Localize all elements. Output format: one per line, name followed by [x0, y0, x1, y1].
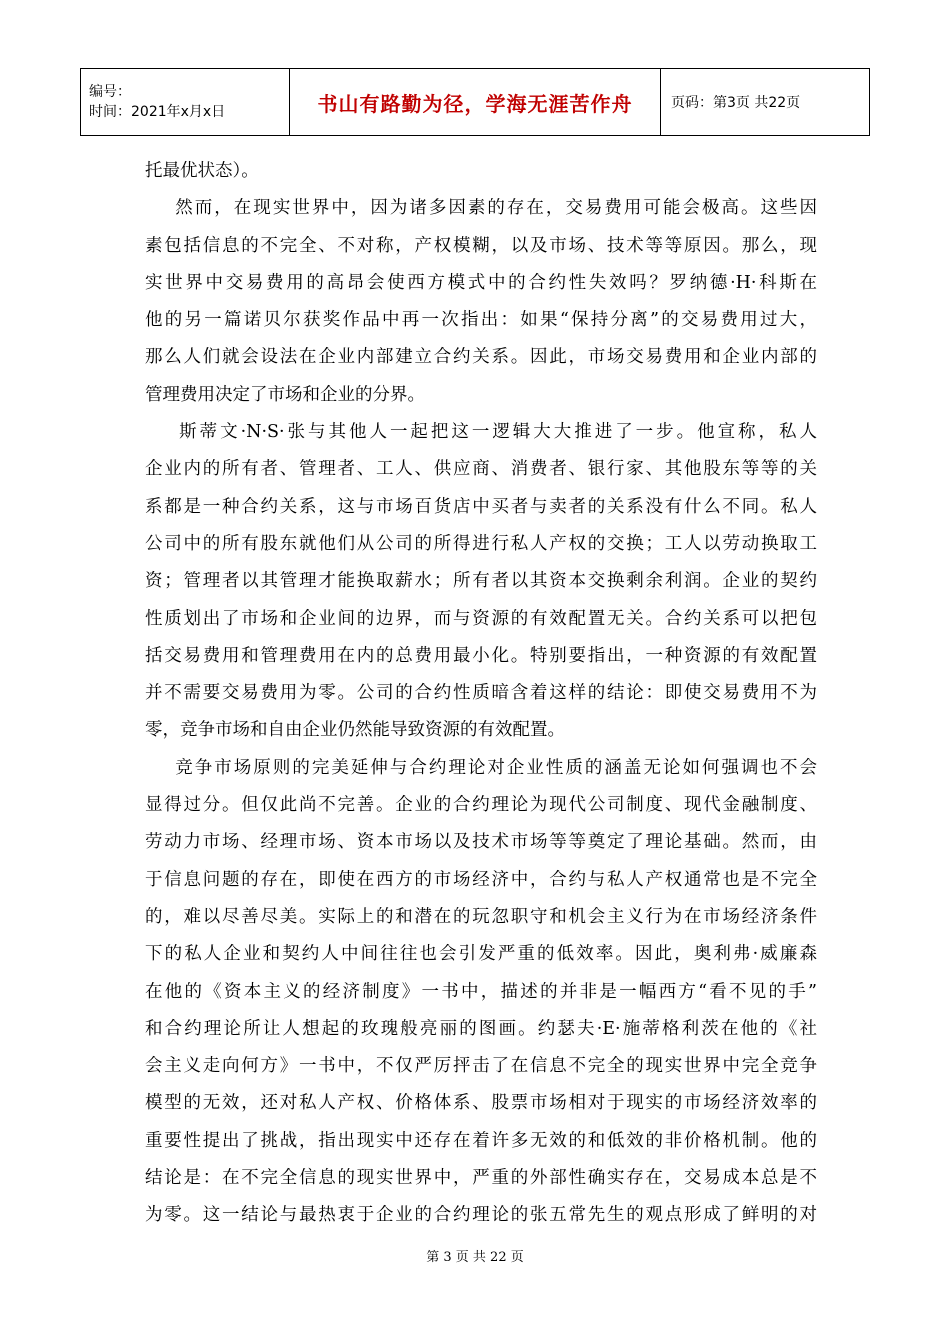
- body-line: 托最优状态）。: [145, 161, 259, 181]
- body-line: 的，难以尽善尽美。实际上的和潜在的玩忽职守和机会主义行为在市场经济条件: [145, 906, 817, 927]
- body-line: 系都是一种合约关系，这与市场百货店中买者与卖者的关系没有什么不同。私人: [145, 496, 817, 517]
- body-line: 为零。这一结论与最热衷于企业的合约理论的张五常先生的观点形成了鲜明的对: [145, 1205, 817, 1226]
- body-line: 结论是：在不完全信息的现实世界中，严重的外部性确实存在，交易成本总是不: [145, 1168, 817, 1189]
- body-line: 下的私人企业和契约人中间往往也会引发严重的低效率。因此，奥利弗·威廉森: [145, 944, 817, 965]
- page-footer: 第 3 页 共 22 页: [426, 1250, 524, 1265]
- body-line: 那么人们就会设法在企业内部建立合约关系。因此，市场交易费用和企业内部的: [145, 347, 817, 368]
- body-line: 重要性提出了挑战，指出现实中还存在着许多无效的和低效的非价格机制。他的: [145, 1130, 817, 1151]
- body-line: 公司中的所有股东就他们从公司的所得进行私人产权的交换；工人以劳动换取工: [145, 533, 817, 554]
- motto: 书山有路勤为径，学海无涯苦作舟: [290, 69, 661, 136]
- body-line: 会主义走向何方》一书中，不仅严厉抨击了在信息不完全的现实世界中完全竞争: [145, 1056, 817, 1077]
- body-line: 竞争市场原则的完美延伸与合约理论对企业性质的涵盖无论如何强调也不会: [145, 757, 817, 778]
- body-line: 模型的无效，还对私人产权、价格体系、股票市场相对于现实的市场经济效率的: [145, 1093, 817, 1114]
- body-line: 资；管理者以其管理才能换取薪水；所有者以其资本交换剩余利润。企业的契约: [145, 571, 817, 592]
- body-line: 括交易费用和管理费用在内的总费用最小化。特别要指出，一种资源的有效配置: [145, 645, 817, 666]
- page-header-table: [80, 68, 870, 136]
- body-line: 在他的《资本主义的经济制度》一书中，描述的并非是一幅西方“看不见的手”: [145, 981, 817, 1002]
- body-line: 显得过分。但仅此尚不完善。企业的合约理论为现代公司制度、现代金融制度、: [145, 795, 817, 816]
- page-info: 页码：第3页 共22页: [661, 69, 870, 136]
- body-line: 和合约理论所让人想起的玫瑰般亮丽的图画。约瑟夫·E·施蒂格利茨在他的《社: [145, 1018, 817, 1039]
- body-line: 素包括信息的不完全、不对称，产权模糊，以及市场、技术等等原因。那么，现: [145, 235, 817, 256]
- body-line: 然而，在现实世界中，因为诸多因素的存在，交易费用可能会极高。这些因: [145, 198, 817, 219]
- body-line: 于信息问题的存在，即使在西方的市场经济中，合约与私人产权通常也是不完全: [145, 869, 817, 890]
- body-line: 管理费用决定了市场和企业的分界。: [145, 384, 425, 405]
- code-label: 编号：: [89, 84, 131, 100]
- body-line: 企业内的所有者、管理者、工人、供应商、消费者、银行家、其他股东等等的关: [145, 459, 817, 480]
- body-line: 他的另一篇诺贝尔获奖作品中再一次指出：如果“保持分离”的交易费用过大，: [145, 310, 817, 331]
- body-line: 性质划出了市场和企业间的边界，而与资源的有效配置无关。合约关系可以把包: [145, 608, 817, 629]
- header-meta-cell: [81, 69, 290, 136]
- body-line: 劳动力市场、经理市场、资本市场以及技术市场等等奠定了理论基础。然而，由: [145, 832, 817, 853]
- body-line: 并不需要交易费用为零。公司的合约性质暗含着这样的结论：即使交易费用不为: [145, 683, 817, 704]
- body-line: 零，竞争市场和自由企业仍然能导致资源的有效配置。: [145, 720, 565, 741]
- date-label: 时间：2021年x月x日: [89, 104, 226, 120]
- body-line: 斯蒂文·N·S·张与其他人一起把这一逻辑大大推进了一步。他宣称，私人: [145, 422, 817, 443]
- document-body: [145, 153, 817, 1235]
- body-line: 实世界中交易费用的高昂会使西方模式中的合约性失效吗？罗纳德·H·科斯在: [145, 272, 817, 293]
